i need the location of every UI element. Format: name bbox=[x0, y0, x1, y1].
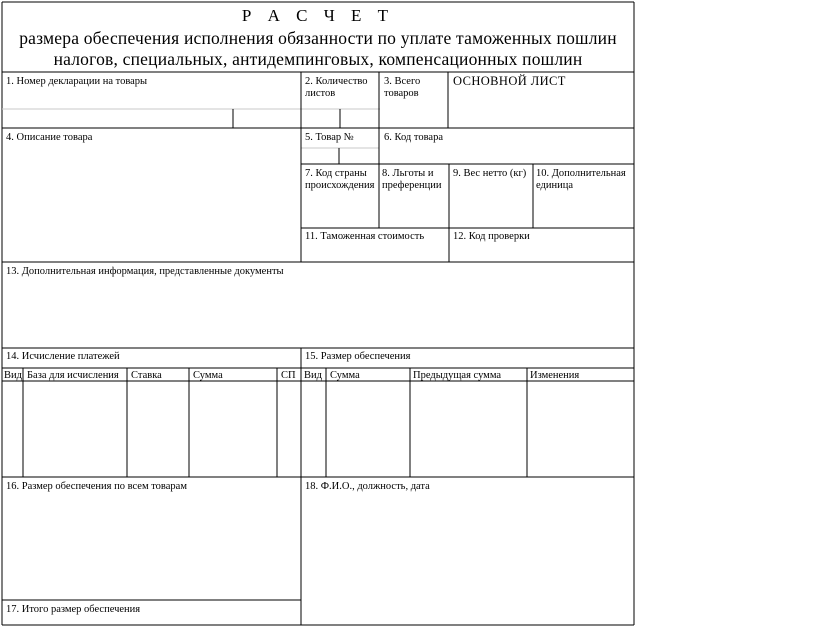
field-3-label: 3. Всего товаров bbox=[384, 76, 421, 99]
field-6-label: 6. Код товара bbox=[384, 132, 443, 143]
form-title: Р А С Ч Е Т bbox=[241, 6, 395, 25]
payments-table-title: 14. Исчисление платежей bbox=[6, 351, 120, 362]
field-18-label: 18. Ф.И.О., должность, дата bbox=[305, 481, 430, 492]
declaration-number-value-area bbox=[3, 110, 380, 127]
payments-col-sp: СП bbox=[281, 370, 296, 381]
field-8-label: 8. Льготы и преференции bbox=[382, 168, 442, 191]
field-2-label: 2. Количество листов bbox=[305, 76, 368, 99]
form-subtitle-line2: налогов, специальных, антидемпинговых, компенсационных пошлин bbox=[53, 49, 583, 69]
payments-col-rate: Ставка bbox=[131, 370, 162, 381]
security-col-amount: Сумма bbox=[330, 370, 360, 381]
tables-body-area bbox=[3, 382, 634, 476]
field-12-label: 12. Код проверки bbox=[453, 231, 530, 242]
field-13-label: 13. Дополнительная информация, представленные документы bbox=[6, 266, 284, 277]
payments-col-amount: Сумма bbox=[193, 370, 223, 381]
security-col-type: Вид bbox=[304, 370, 322, 381]
security-col-changes: Изменения bbox=[530, 370, 580, 381]
payments-col-type: Вид bbox=[4, 370, 22, 381]
field-17-label: 17. Итого размер обеспечения bbox=[6, 604, 141, 615]
security-col-previous-amount: Предыдущая сумма bbox=[413, 370, 502, 381]
field-16-label: 16. Размер обеспечения по всем товарам bbox=[6, 481, 187, 492]
field-5-label: 5. Товар № bbox=[305, 132, 354, 143]
field-11-label: 11. Таможенная стоимость bbox=[305, 231, 425, 242]
field-4-label: 4. Описание товара bbox=[6, 132, 93, 143]
payments-col-base: База для исчисления bbox=[27, 370, 119, 381]
security-table-title: 15. Размер обеспечения bbox=[305, 351, 411, 362]
field-1-label: 1. Номер декларации на товары bbox=[6, 76, 148, 87]
field-9-label: 9. Вес нетто (кг) bbox=[453, 168, 527, 179]
form-subtitle-line1: размера обеспечения исполнения обязанности по уплате таможенных пошлин bbox=[19, 28, 617, 48]
field-7-label: 7. Код страны происхождения bbox=[305, 168, 375, 191]
sheet-type-label: ОСНОВНОЙ ЛИСТ bbox=[453, 74, 566, 88]
field-10-label: 10. Дополнительная единица bbox=[536, 168, 626, 191]
